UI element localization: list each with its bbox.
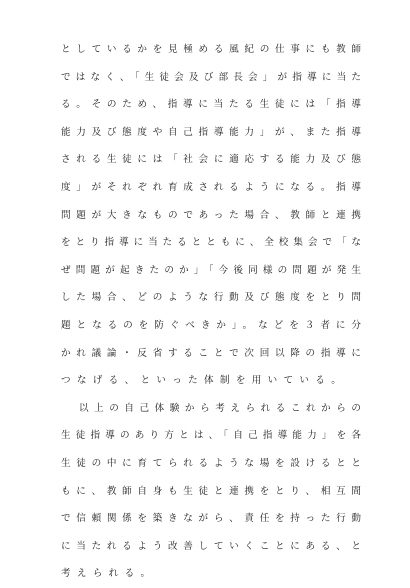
text-line: としているかを見極める風紀の仕事にも教師: [61, 44, 361, 55]
text-line: される生徒には「社会に適応する能力及び態: [61, 154, 361, 166]
paragraph-end-line: つなげる、といった体制を用いている。: [61, 375, 348, 387]
text-line: ではなく、「生徒会及び部長会」が指導に当た: [61, 71, 361, 83]
text-line: に当たれるよう改善していくことにある、と: [61, 540, 361, 552]
text-line: もに、教師自身も生徒と連携をとり、相互間: [61, 485, 361, 497]
text-line: 生徒指導のあり方とは、「自己指導能力」を各: [61, 430, 361, 442]
body-text: [61, 36, 361, 588]
text-line: 度」がそれぞれ育成されるようになる。指導: [61, 181, 361, 193]
text-line: 問題が大きなものであった場合、教師と連携: [61, 209, 361, 221]
text-line: 能力及び態度や自己指導能力」が、また指導: [61, 126, 361, 138]
text-line: かれ議論・反省することで次回以降の指導に: [61, 347, 361, 359]
paragraph-end-line: 考えられる。: [61, 568, 157, 580]
text-line: 生徒の中に育てられるような場を設けるとと: [61, 457, 361, 469]
text-line: した場合、どのような行動及び態度をとり問: [61, 292, 361, 304]
paragraph-start-line: 以上の自己体験から考えられるこれからの: [79, 402, 361, 414]
text-line: をとり指導に当たるとともに、全校集会で「な: [61, 237, 361, 249]
text-line: る。そのため、指導に当たる生徒には「指導: [61, 99, 361, 111]
text-line: で信頼関係を築きながら、責任を持った行動: [61, 513, 361, 525]
text-line: ぜ問題が起きたのか」「今後同様の問題が発生: [61, 264, 361, 276]
text-line: 題となるのを防ぐべきか」。などを３者に分: [61, 319, 361, 331]
